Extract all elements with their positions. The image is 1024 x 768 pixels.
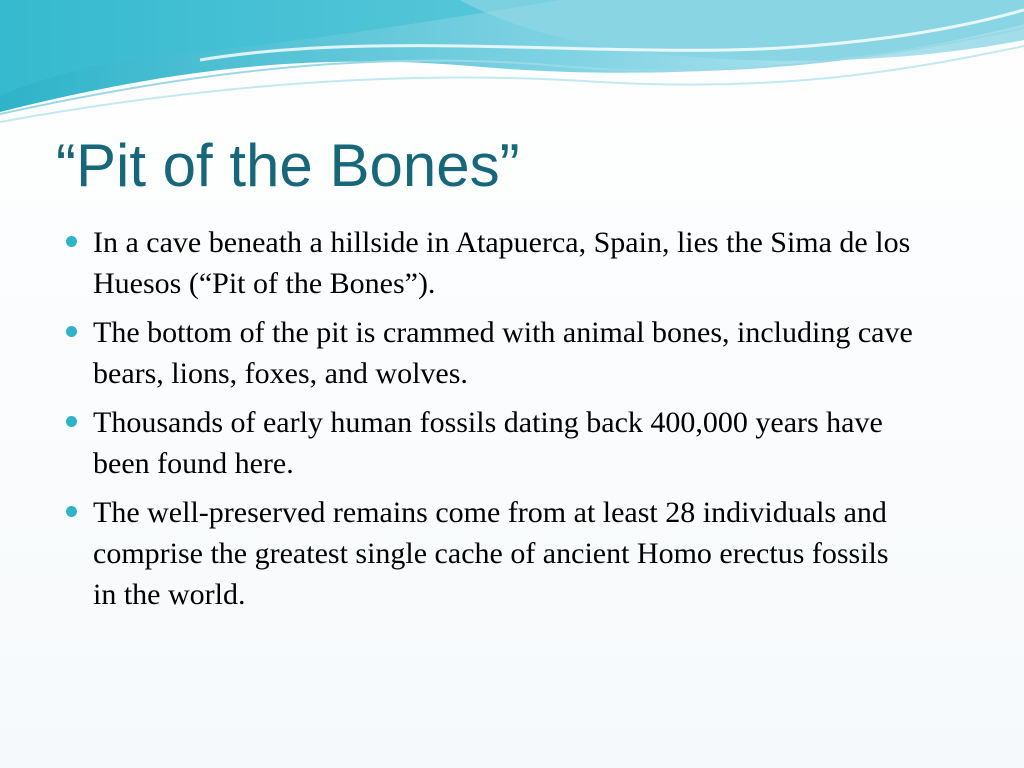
bullet-item [56,222,916,304]
bullet-item [56,312,916,394]
decorative-wave-header [0,0,1024,130]
bullet-text: The well-preserved remains come from at least 28 individuals and comprise the greatest single cache of ancient Homo erectus fossils in the world. [93,496,889,611]
bullet-item [56,492,916,615]
bullet-list [56,222,916,623]
bullet-dot-icon [66,506,77,517]
bullet-dot-icon [66,326,77,337]
bullet-text: Thousands of early human fossils dating back 400,000 years have been found here. [93,406,883,480]
bullet-dot-icon [66,236,77,247]
bullet-text: In a cave beneath a hillside in Atapuerca, Spain, lies the Sima de los Huesos (“Pit of the Bones”). [93,226,911,300]
bullet-text: The bottom of the pit is crammed with animal bones, including cave bears, lions, foxes, and wolves. [93,316,913,390]
bullet-dot-icon [66,416,77,427]
slide-title: “Pit of the Bones” [56,132,520,199]
bullet-item [56,402,916,484]
